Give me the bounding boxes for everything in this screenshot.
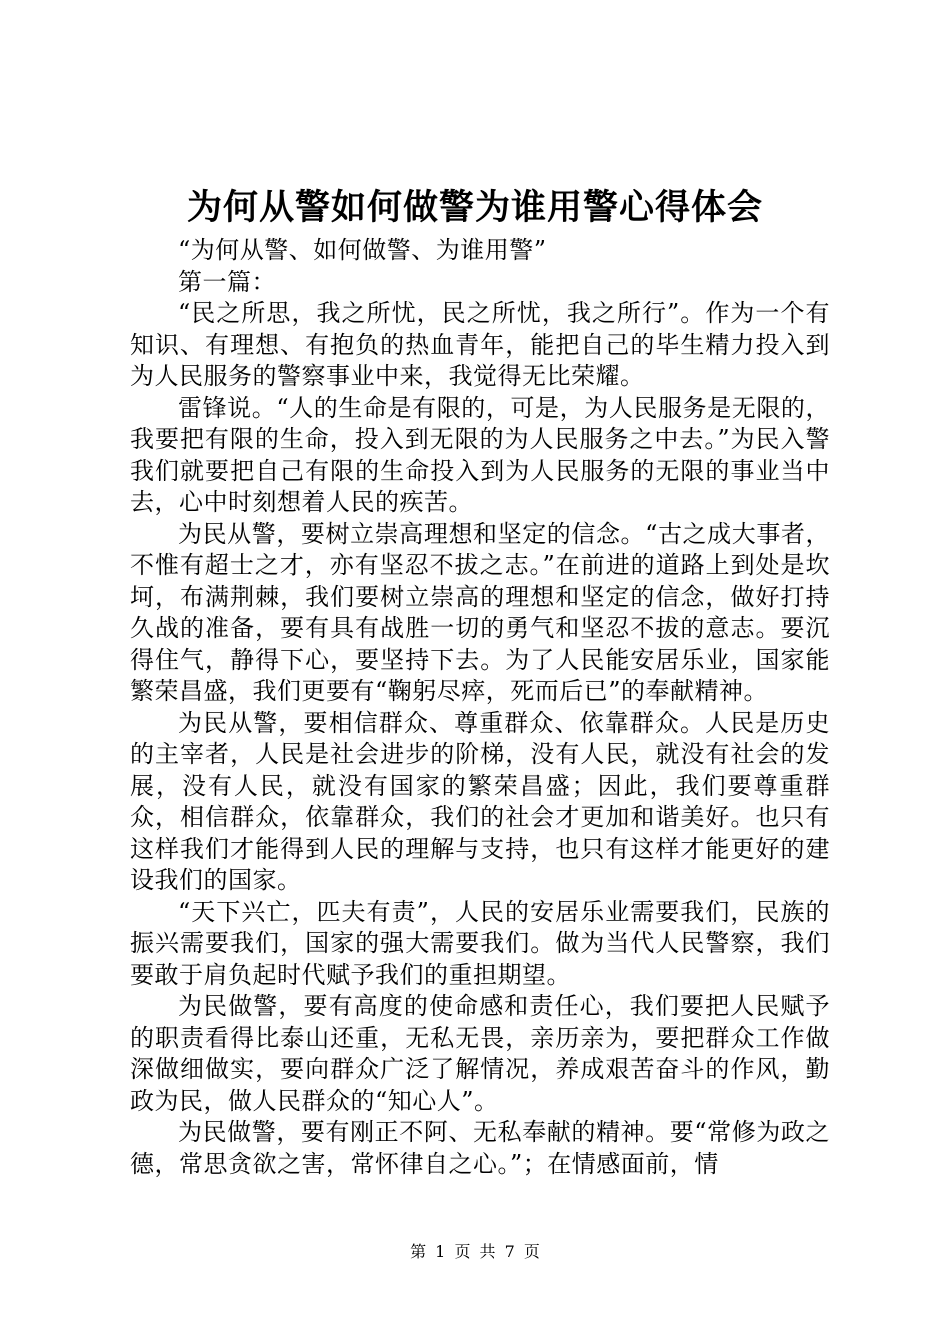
body-paragraph: 为民从警，要树立崇高理想和坚定的信念。“古之成大事者，不惟有超士之才，亦有坚忍不拔之志。”在前进的道路上到处是坎坷，布满荆棘，我们要树立崇高的理想和坚定的信念，做好打持久战的准备，要有具有战胜一切的勇气和坚忍不拔的意志。要沉得住气，静得下心，要坚持下去。为了人民能安居乐业，国家能繁荣昌盛，我们更要有“鞠躬尽瘁，死而后已”的奉献精神。 — [130, 519, 830, 705]
body-paragraph: 为民做警，要有高度的使命感和责任心，我们要把人民赋予的职责看得比泰山还重，无私无畏，亲历亲为，要把群众工作做深做细做实，要向群众广泛了解情况，养成艰苦奋斗的作风，勤政为民，做人民群众的“知心人”。 — [130, 992, 830, 1115]
document-body — [130, 235, 830, 1180]
page-number-footer: 第 1 页 共 7 页 — [410, 1242, 540, 1261]
subtitle-paragraph: “为何从警、如何做警、为谁用警” — [178, 236, 547, 264]
body-paragraph: “民之所思，我之所忧，民之所忧，我之所行”。作为一个有知识、有理想、有抱负的热血青年，能把自己的毕生精力投入到为人民服务的警察事业中来，我觉得无比荣耀。 — [130, 299, 830, 390]
body-paragraph: “天下兴亡，匹夫有责”，人民的安居乐业需要我们，民族的振兴需要我们，国家的强大需要我们。做为当代人民警察，我们要敢于肩负起时代赋予我们的重担期望。 — [130, 897, 830, 989]
body-paragraph: 为民从警，要相信群众、尊重群众、依靠群众。人民是历史的主宰者，人民是社会进步的阶梯，没有人民，就没有社会的发展，没有人民，就没有国家的繁荣昌盛；因此，我们要尊重群众，相信群众，依靠群众，我们的社会才更加和谐美好。也只有这样我们才能得到人民的理解与支持，也只有这样才能更好的建设我们的国家。 — [130, 708, 830, 894]
document-title: 为何从警如何做警为谁用警心得体会 — [186, 187, 763, 228]
body-paragraph: 为民做警，要有刚正不阿、无私奉献的精神。要“常修为政之德，常思贪欲之害，常怀律自之心。”；在情感面前，情 — [130, 1118, 830, 1178]
section-heading: 第一篇： — [178, 267, 276, 296]
body-paragraph: 雷锋说。“人的生命是有限的，可是，为人民服务是无限的，我要把有限的生命，投入到无限的为人民服务之中去。”为民入警我们就要把自己有限的生命投入到为人民服务的无限的事业当中去，心中时刻想着人民的疾苦。 — [130, 393, 830, 516]
